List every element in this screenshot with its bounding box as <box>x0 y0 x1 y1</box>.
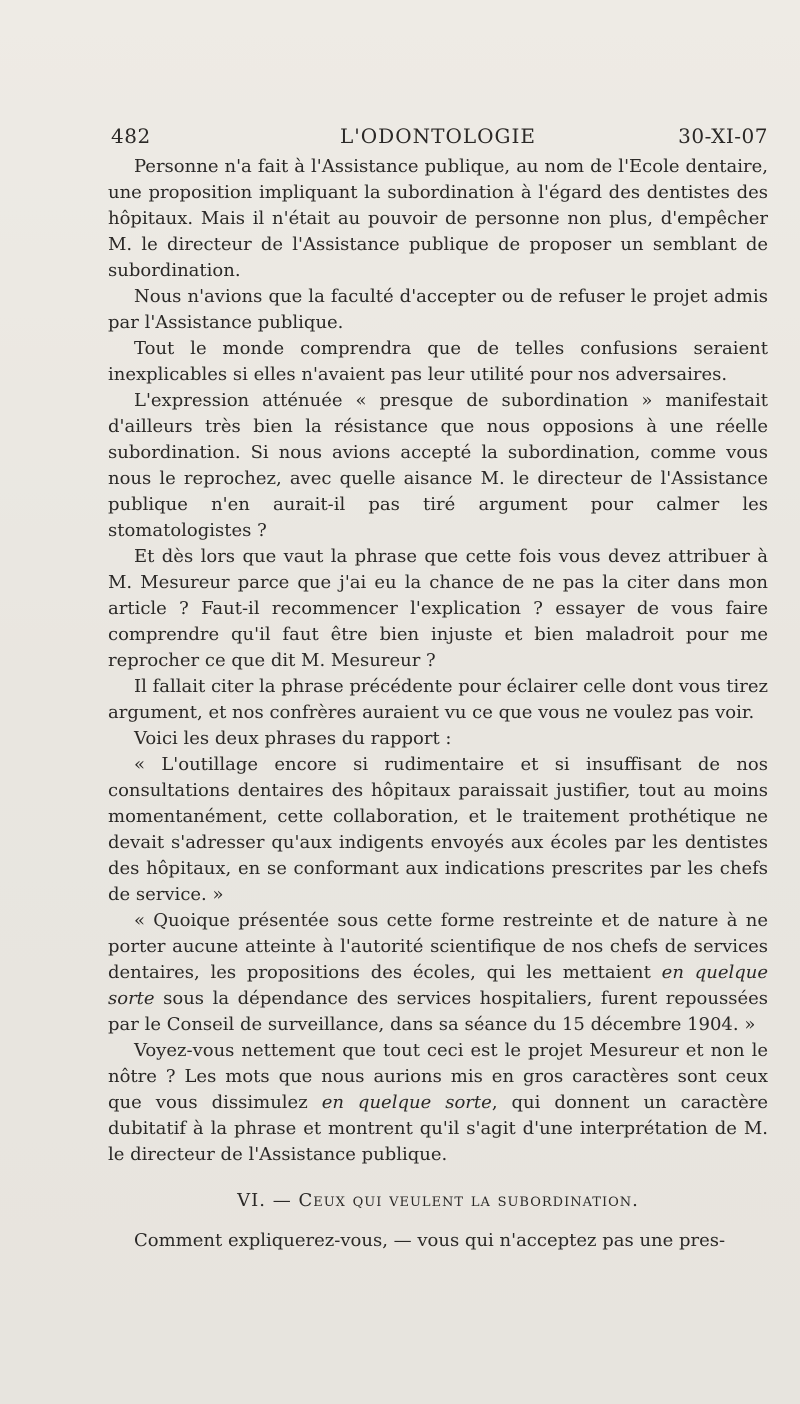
paragraph-10-italic: en quelque sorte <box>321 1092 492 1113</box>
issue-date: 30-XI-07 <box>678 124 768 148</box>
paragraph-9-italic: en quelque sorte <box>108 962 768 1009</box>
paragraph-1: Personne n'a fait à l'Assistance publique, au nom de l'Ecole dentaire, une proposition impliquant la subordination à l'égard des dentistes des hôpitaux. Mais il n'était au pouvoir de personne non plus, d'empêcher M. le directeur de l'Assistance publique de proposer un semblant de subordination. <box>108 156 768 281</box>
paragraph-10 <box>108 1038 768 1168</box>
paragraph-9-text-before: « Quoique présentée sous cette forme restreinte et de nature à ne porter aucune atteinte à l'autorité scientifique de nos chefs de services dentaires, les propositions des écoles, qui les mettaient <box>108 910 768 983</box>
paragraph-6: Il fallait citer la phrase précédente pour éclairer celle dont vous tirez argument, et nos confrères auraient vu ce que vous ne voulez pas voir. <box>108 676 768 723</box>
paragraph-9-quote <box>108 908 768 1038</box>
paragraph-2: Nous n'avions que la faculté d'accepter ou de refuser le projet admis par l'Assistance publique. <box>108 286 768 333</box>
running-head <box>108 124 768 154</box>
paragraph-9-text-after: sous la dépendance des services hospitaliers, furent repoussées par le Conseil de surveillance, dans sa séance du 15 décembre 1904. » <box>108 988 768 1035</box>
section-heading <box>108 1188 768 1214</box>
section-number: VI. — <box>237 1190 292 1211</box>
paragraph-5: Et dès lors que vaut la phrase que cette fois vous devez attribuer à M. Mesureur parce que j'ai eu la chance de ne pas la citer dans mon article ? Faut-il recommencer l'explication ? essayer de vous faire comprendre qu'il faut être bien injuste et bien maladroit pour me reprocher ce que dit M. Mesureur ? <box>108 546 768 671</box>
closing-paragraph: Comment expliquerez-vous, — vous qui n'acceptez pas une pres- <box>134 1230 726 1251</box>
paragraph-10-text-before: Voyez-vous nettement que tout ceci est le projet Mesureur et non le nôtre ? Les mots que nous aurions mis en gros caractères sont ceux que vous dissimulez <box>108 1040 768 1113</box>
paragraph-3: Tout le monde comprendra que de telles confusions seraient inexplicables si elles n'avaient pas leur utilité pour nos adversaires. <box>108 338 768 385</box>
journal-title: L'ODONTOLOGIE <box>340 124 536 148</box>
paragraph-8-quote: « L'outillage encore si rudimentaire et si insuffisant de nos consultations dentaires des hôpitaux paraissait justifier, tout au moins momentanément, cette collaboration, et le traitement prothétique ne devait s'adresser qu'aux indigents envoyés aux écoles par les dentistes des hôpitaux, en se conformant aux indications prescrites par les chefs de service. » <box>108 754 768 905</box>
paragraph-4: L'expression atténuée « presque de subordination » manifestait d'ailleurs très bien la résistance que nous opposions à une réelle subordination. Si nous avions accepté la subordination, comme vous nous le reprochez, avec quelle aisance M. le directeur de l'Assistance publique n'en aurait-il pas tiré argument pour calmer les stomatologistes ? <box>108 390 768 541</box>
paragraph-7: Voici les deux phrases du rapport : <box>134 728 452 749</box>
body-text <box>108 154 768 1254</box>
paragraph-10-text-after: , qui donnent un caractère dubitatif à la phrase et montrent qu'il s'agit d'une interprétation de M. le directeur de l'Assistance publique. <box>108 1092 769 1165</box>
section-title: Ceux qui veulent la subordination. <box>298 1190 639 1211</box>
page-number: 482 <box>111 124 151 148</box>
